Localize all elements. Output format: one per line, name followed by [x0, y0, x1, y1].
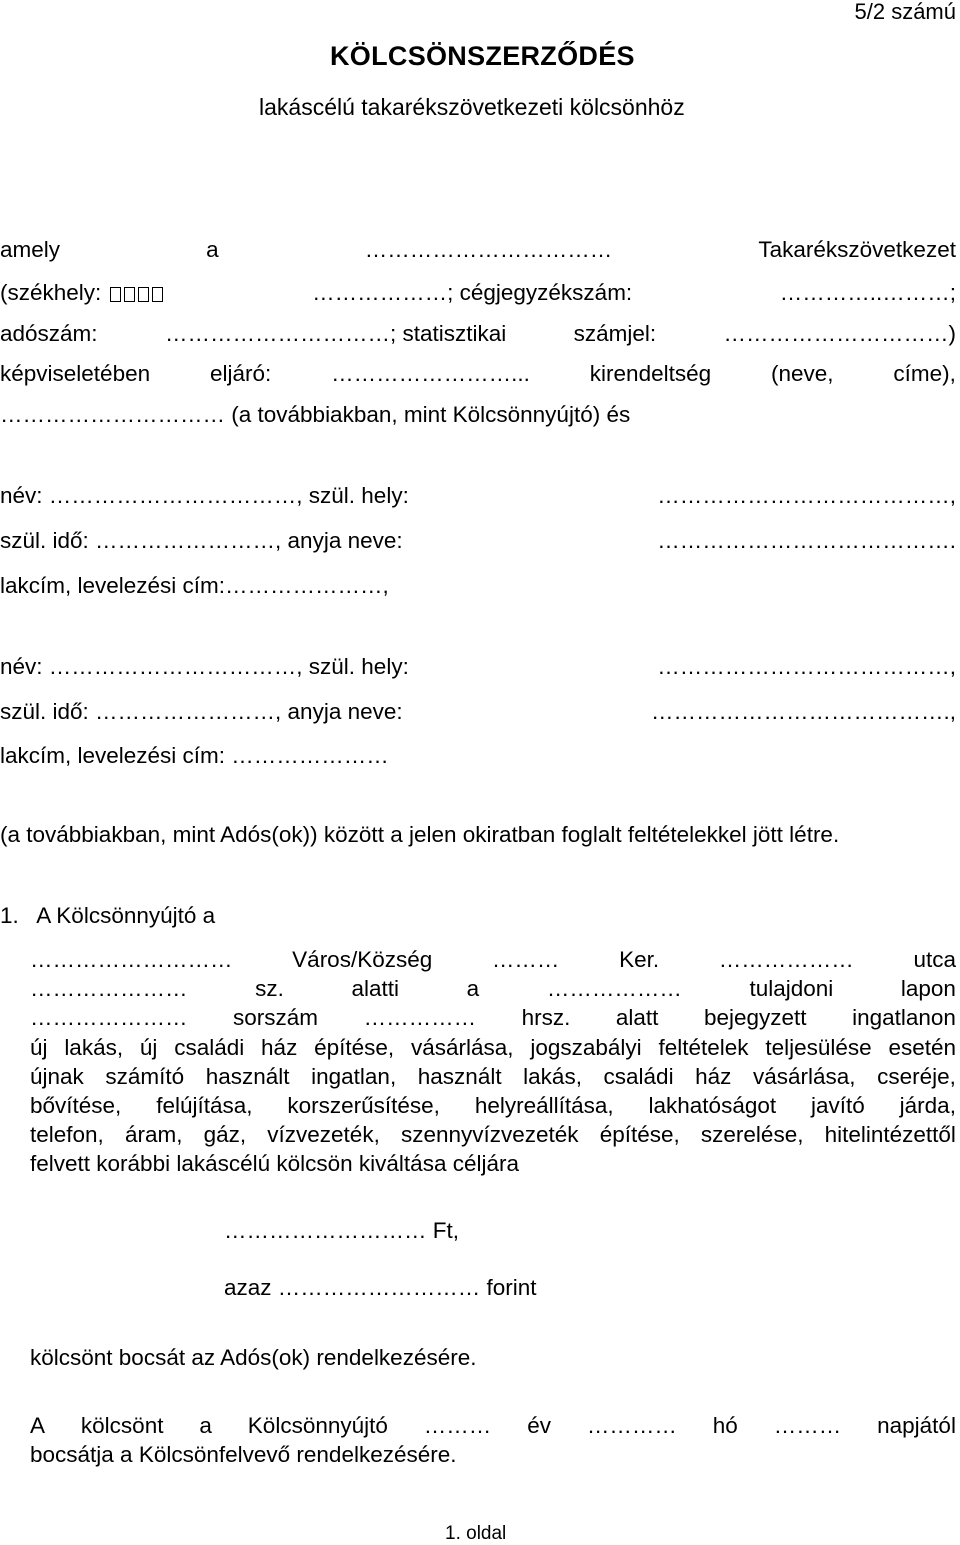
lender-line-3: adószám: …………………………; statisztikai számjel: …………………………) — [0, 321, 956, 346]
section-1-line-8: felvett korábbi lakáscélú kölcsön kiváltása céljára — [30, 1151, 519, 1176]
empty-box-icon — [124, 287, 135, 302]
section-1-line-6: bővítése, felújítása, korszerűsítése, helyreállítása, lakhatóságot javító járda, — [30, 1093, 956, 1118]
section-1-line-7: telefon, áram, gáz, vízvezeték, szennyvízvezeték építése, szerelése, hitelintézettől — [30, 1122, 956, 1147]
availability-line-2: bocsátja a Kölcsönfelvevő rendelkezésére. — [30, 1442, 457, 1467]
lender-line-2: (székhely: ………………; cégjegyzékszám: …………..………; — [0, 280, 956, 305]
borrower2-line-3: lakcím, levelezési cím: ………………… — [0, 743, 389, 768]
borrower2-line-2: szül. idő: ……………………, anyja neve: …………………………………., — [0, 699, 956, 724]
seat-code-boxes — [110, 287, 163, 302]
document-ref: 5/2 számú — [854, 0, 956, 24]
section-1-line-1: ……………………… Város/Község ……… Ker. ……………… utca — [30, 947, 956, 972]
intro-paragraph: (a továbbiakban, mint Adós(ok)) között a jelen okiratban foglalt feltételekkel jött létre. — [0, 822, 840, 847]
section-1-line-5: újnak számító használt ingatlan, használt lakás, családi ház vásárlása, cseréje, — [30, 1064, 956, 1089]
borrower1-line-2: szül. idő: ……………………, anyja neve: …………………………………. — [0, 528, 956, 553]
empty-box-icon — [138, 287, 149, 302]
page-footer: 1. oldal — [445, 1523, 507, 1544]
borrower1-line-3: lakcím, levelezési cím:…………………, — [0, 573, 389, 598]
grant-sentence: kölcsönt bocsát az Adós(ok) rendelkezésére. — [30, 1345, 477, 1370]
borrower2-line-1: név: ……………………………, szül. hely: …………………………………, — [0, 654, 956, 679]
lender-line-1: amely a …………………………… Takarékszövetkezet — [0, 237, 956, 262]
availability-line-1: A kölcsönt a Kölcsönnyújtó ……… év ………… hó ……… napjától — [30, 1413, 956, 1438]
loan-amount-ft: ……………………… Ft, — [224, 1218, 459, 1243]
empty-box-icon — [152, 287, 163, 302]
section-1-line-4: új lakás, új családi ház építése, vásárlása, jogszabályi feltételek teljesülése esetén — [30, 1035, 956, 1060]
loan-amount-words: azaz ……………………… forint — [224, 1275, 537, 1300]
section-1-line-2: ………………… sz. alatti a ……………… tulajdoni lapon — [30, 976, 956, 1001]
document-title: KÖLCSÖNSZERZŐDÉS — [330, 41, 635, 71]
lender-line-5: ………………………… (a továbbiakban, mint Kölcsönnyújtó) és — [0, 402, 631, 427]
section-1-line-3: ………………… sorszám …………… hrsz. alatt bejegyzett ingatlanon — [30, 1005, 956, 1030]
section-1-heading: 1. A Kölcsönnyújtó a — [0, 903, 216, 928]
empty-box-icon — [110, 287, 121, 302]
borrower1-line-1: név: ……………………………, szül. hely: …………………………………, — [0, 483, 956, 508]
document-subtitle: lakáscélú takarékszövetkezeti kölcsönhöz — [259, 94, 685, 120]
lender-line-4: képviseletében eljáró: ……………………... kirendeltség (neve, címe), — [0, 361, 956, 386]
